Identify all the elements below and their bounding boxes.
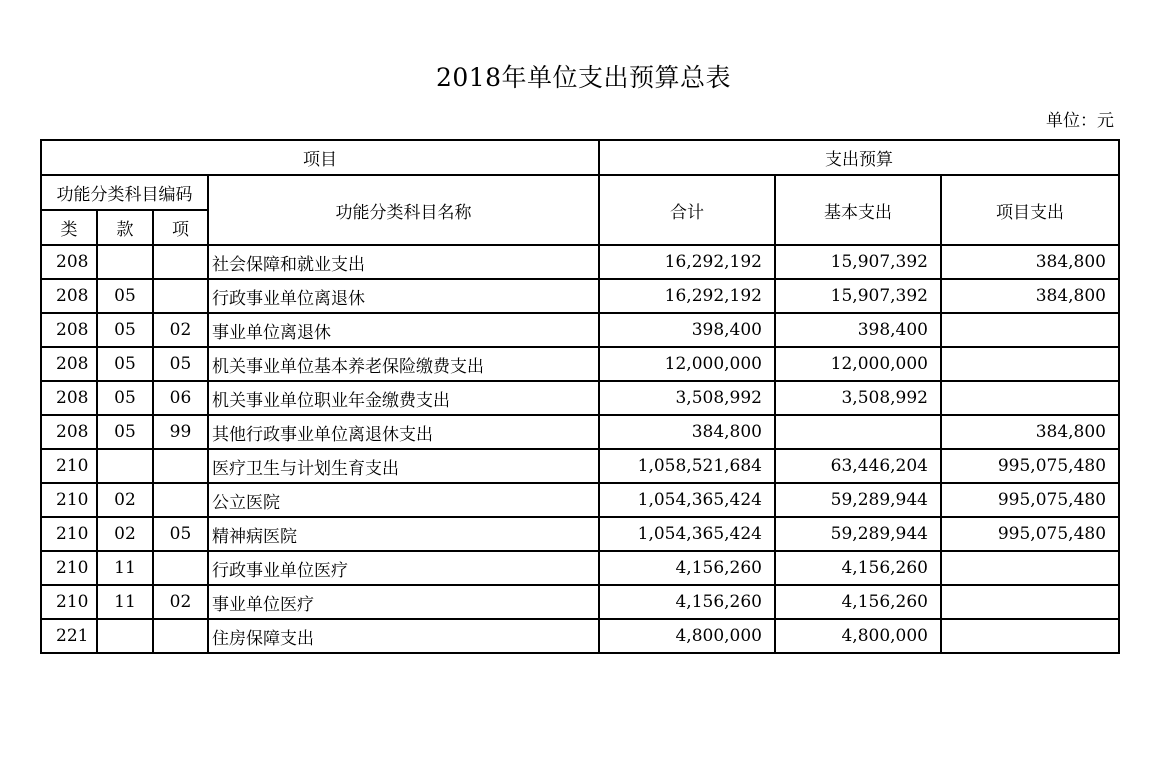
- cell-name: 精神病医院: [208, 517, 599, 551]
- cell-project: 384,800: [941, 279, 1119, 313]
- header-kuan: 款: [97, 210, 153, 245]
- table-row: [41, 245, 1119, 279]
- cell-basic: 3,508,992: [775, 381, 941, 415]
- cell-total: 1,054,365,424: [599, 517, 775, 551]
- cell-name: 行政事业单位医疗: [208, 551, 599, 585]
- cell-name: 住房保障支出: [208, 619, 599, 653]
- table-row: [41, 313, 1119, 347]
- cell-lei: 210: [41, 449, 97, 483]
- table-row: [41, 415, 1119, 449]
- cell-name: 其他行政事业单位离退休支出: [208, 415, 599, 449]
- table-row: [41, 551, 1119, 585]
- cell-total: 4,156,260: [599, 551, 775, 585]
- header-project: 项目: [41, 140, 599, 175]
- cell-xiang: 05: [153, 517, 208, 551]
- cell-basic: 4,800,000: [775, 619, 941, 653]
- table-row: [41, 449, 1119, 483]
- cell-kuan: 11: [97, 585, 153, 619]
- cell-project: 995,075,480: [941, 483, 1119, 517]
- cell-lei: 210: [41, 483, 97, 517]
- cell-lei: 208: [41, 245, 97, 279]
- cell-total: 12,000,000: [599, 347, 775, 381]
- cell-basic: 63,446,204: [775, 449, 941, 483]
- cell-kuan: 05: [97, 381, 153, 415]
- header-row-1: [41, 140, 1119, 175]
- table-row: [41, 619, 1119, 653]
- cell-kuan: 05: [97, 313, 153, 347]
- table-row: [41, 381, 1119, 415]
- page-title: 2018年单位支出预算总表: [435, 63, 732, 92]
- cell-xiang: [153, 449, 208, 483]
- cell-xiang: 99: [153, 415, 208, 449]
- table-row: [41, 517, 1119, 551]
- unit-label: 单位：元: [1046, 111, 1114, 131]
- cell-lei: 208: [41, 381, 97, 415]
- cell-total: 1,058,521,684: [599, 449, 775, 483]
- cell-basic: 398,400: [775, 313, 941, 347]
- cell-kuan: 02: [97, 483, 153, 517]
- cell-basic: 59,289,944: [775, 517, 941, 551]
- cell-xiang: [153, 279, 208, 313]
- cell-name: 医疗卫生与计划生育支出: [208, 449, 599, 483]
- cell-lei: 208: [41, 347, 97, 381]
- table-row: [41, 483, 1119, 517]
- cell-total: 3,508,992: [599, 381, 775, 415]
- cell-lei: 210: [41, 585, 97, 619]
- cell-project: 995,075,480: [941, 449, 1119, 483]
- cell-total: 16,292,192: [599, 279, 775, 313]
- table-row: [41, 585, 1119, 619]
- cell-kuan: 05: [97, 347, 153, 381]
- cell-project: [941, 347, 1119, 381]
- header-xiang: 项: [153, 210, 208, 245]
- cell-lei: 208: [41, 279, 97, 313]
- cell-basic: 15,907,392: [775, 279, 941, 313]
- cell-lei: 210: [41, 517, 97, 551]
- cell-xiang: [153, 483, 208, 517]
- cell-project: 384,800: [941, 415, 1119, 449]
- cell-name: 机关事业单位基本养老保险缴费支出: [208, 347, 599, 381]
- cell-kuan: [97, 449, 153, 483]
- cell-project: 995,075,480: [941, 517, 1119, 551]
- header-project-exp: 项目支出: [941, 175, 1119, 245]
- table-row: [41, 347, 1119, 381]
- cell-kuan: 02: [97, 517, 153, 551]
- header-total: 合计: [599, 175, 775, 245]
- cell-name: 社会保障和就业支出: [208, 245, 599, 279]
- cell-xiang: 05: [153, 347, 208, 381]
- cell-name: 机关事业单位职业年金缴费支出: [208, 381, 599, 415]
- cell-kuan: [97, 245, 153, 279]
- cell-xiang: [153, 551, 208, 585]
- cell-lei: 208: [41, 313, 97, 347]
- cell-total: 4,156,260: [599, 585, 775, 619]
- cell-total: 4,800,000: [599, 619, 775, 653]
- cell-total: 398,400: [599, 313, 775, 347]
- cell-name: 事业单位离退休: [208, 313, 599, 347]
- header-expenditure-budget: 支出预算: [599, 140, 1119, 175]
- cell-xiang: 06: [153, 381, 208, 415]
- cell-basic: 12,000,000: [775, 347, 941, 381]
- cell-basic: 59,289,944: [775, 483, 941, 517]
- header-basic: 基本支出: [775, 175, 941, 245]
- cell-name: 行政事业单位离退休: [208, 279, 599, 313]
- cell-kuan: 05: [97, 415, 153, 449]
- cell-project: 384,800: [941, 245, 1119, 279]
- cell-project: [941, 551, 1119, 585]
- cell-project: [941, 585, 1119, 619]
- header-name: 功能分类科目名称: [208, 175, 599, 245]
- cell-basic: 4,156,260: [775, 551, 941, 585]
- cell-xiang: 02: [153, 313, 208, 347]
- cell-project: [941, 381, 1119, 415]
- cell-total: 1,054,365,424: [599, 483, 775, 517]
- cell-kuan: 05: [97, 279, 153, 313]
- cell-lei: 221: [41, 619, 97, 653]
- cell-xiang: [153, 619, 208, 653]
- cell-xiang: 02: [153, 585, 208, 619]
- cell-xiang: [153, 245, 208, 279]
- cell-basic: [775, 415, 941, 449]
- header-row-2: [41, 175, 1119, 210]
- table-row: [41, 279, 1119, 313]
- cell-lei: 210: [41, 551, 97, 585]
- cell-kuan: 11: [97, 551, 153, 585]
- cell-basic: 15,907,392: [775, 245, 941, 279]
- header-lei: 类: [41, 210, 97, 245]
- cell-lei: 208: [41, 415, 97, 449]
- cell-name: 事业单位医疗: [208, 585, 599, 619]
- cell-basic: 4,156,260: [775, 585, 941, 619]
- cell-total: 384,800: [599, 415, 775, 449]
- cell-project: [941, 313, 1119, 347]
- budget-table: [40, 139, 1120, 654]
- cell-kuan: [97, 619, 153, 653]
- header-code-group: 功能分类科目编码: [41, 175, 208, 210]
- cell-name: 公立医院: [208, 483, 599, 517]
- cell-total: 16,292,192: [599, 245, 775, 279]
- cell-project: [941, 619, 1119, 653]
